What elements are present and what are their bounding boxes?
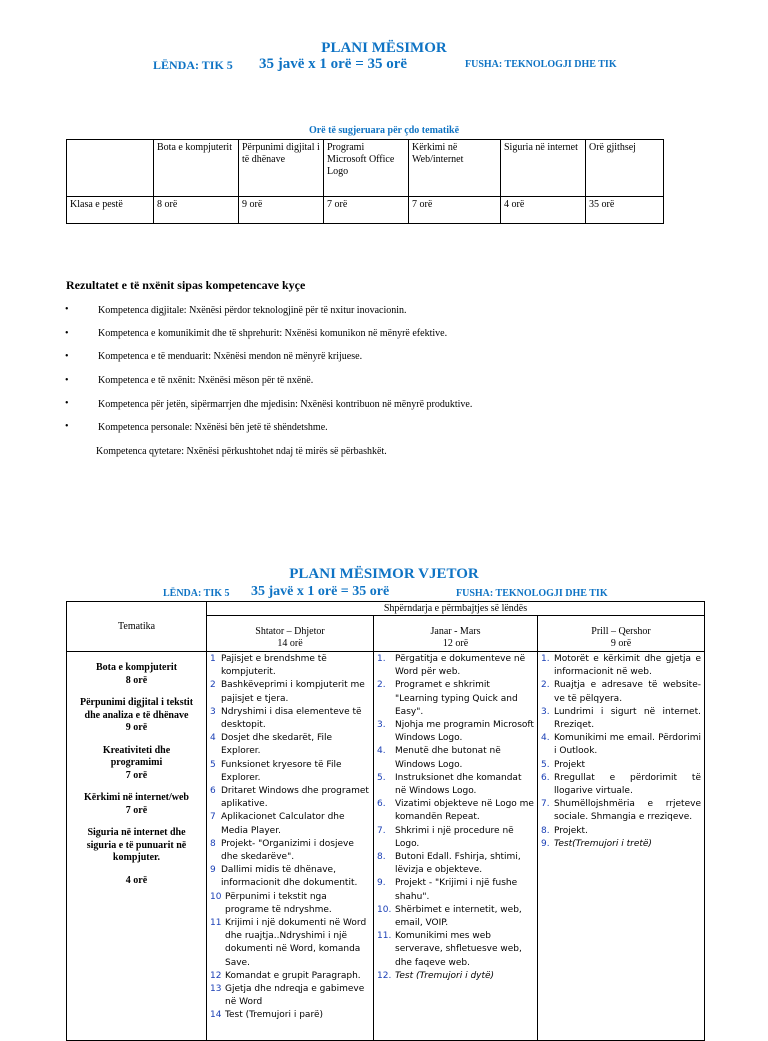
tematika-header: Tematika [67,602,207,652]
item-number: 5 [210,759,216,770]
annual-plan-title: PLANI MËSIMOR VJETOR [289,566,479,582]
bullet-icon: • [65,304,69,315]
competence-item: Kompetenca e të menduarit: Nxënësi mendon në mënyrë krijuese. [98,351,363,362]
period-name: Shtator – Dhjetor [255,626,325,637]
item-text: Shërbimet e internetit, web, email, VOIP. [395,904,522,929]
list-item [541,825,701,838]
term3-list [541,653,701,851]
item-number: 2. [541,680,550,691]
competence-item: Kompetenca digjitale: Nxënësi përdor teknologjinë për të nxitur inovacionin. [98,305,407,316]
header-cell: Bota e kompjuterit [154,140,239,197]
header-cell [67,140,154,197]
bullet-icon: • [65,328,69,339]
list-item [210,864,370,890]
bullet-icon: • [65,351,69,362]
theme-hours: 4 orë [125,874,148,886]
item-number: 10 [210,891,222,902]
table-cell: 7 orë [324,197,409,224]
item-text: Njohja me programin Microsoft Windows Logo. [395,720,534,744]
term3-cell [538,652,705,1041]
period-name: Prill – Qershor [591,626,651,637]
item-text: Aplikacionet Calculator dhe Media Player. [221,812,345,836]
theme-name: Kërkimi në internet/web [84,792,189,803]
competence-item: Kompetenca e të nxënit: Nxënësi mëson për të nxënë. [98,375,314,386]
item-text: Motorët e kërkimit dhe gjetja e informacionit në web. [554,654,701,678]
subject-label: LËNDA: TIK 5 [163,588,230,599]
item-number: 1. [377,654,386,664]
item-number: 8. [541,825,550,836]
list-item [210,917,370,970]
list-item [541,706,701,732]
item-number: 6 [210,786,216,797]
item-number: 12 [210,970,222,981]
item-text: Test(Tremujori i tretë) [554,838,652,849]
item-number: 4 [210,733,216,744]
item-number: 2 [210,680,216,691]
term2-list [377,653,534,983]
item-number: 4. [377,746,386,757]
list-item [541,772,701,798]
period-hours: 14 orë [277,638,303,649]
item-text: Funksionet kryesore të File Explorer. [221,759,342,783]
item-text: Ndryshimi i disa elementeve të desktopit. [221,706,362,731]
table-cell: Klasa e pestë [67,197,154,224]
competence-item: Kompetenca personale: Nxënësi bën jetë të shëndetshme. [98,422,328,433]
theme-hours: 7 orë [125,769,148,781]
header-cell: Përpunimi digjital i të dhënave [239,140,324,197]
item-text: Dosjet dhe skedarët, File Explorer. [221,733,333,757]
period-header [207,616,374,652]
item-text: Lundrimi i sigurt në internet. Rreziqet. [554,706,701,731]
list-item [210,983,370,1009]
list-item [377,653,534,679]
term2-cell [374,652,538,1041]
item-text: Projekt [554,759,586,770]
list-item [541,759,701,772]
item-text: Test (Tremujori i parë) [225,1010,323,1021]
item-number: 8 [210,838,216,849]
list-item [377,851,534,877]
theme-name: Bota e kompjuterit [95,662,178,673]
item-number: 7. [541,799,550,810]
item-text: Projekt - "Krijimi i një fushe shahu". [395,878,518,902]
list-item [541,838,701,851]
item-text: Menutë dhe butonat në Windows Logo. [395,746,501,770]
theme-hours: 7 orë [125,804,148,816]
list-item [541,732,701,758]
item-text: Përpunimi i tekstit nga programe të ndryshme. [225,891,332,915]
list-item [210,679,370,705]
subject-label: LËNDA: TIK 5 [153,58,233,72]
period-hours: 12 orë [442,638,469,649]
item-text: Komunikimi mes web serverave, shfletuesve web, dhe faqeve web. [395,931,522,968]
list-item [377,904,534,930]
field-label: FUSHA: TEKNOLOGJI DHE TIK [456,588,608,599]
item-number: 9. [377,878,386,889]
list-item [210,1009,370,1022]
header-cell: Siguria në internet [501,140,586,197]
item-text: Shkrimi i një procedure në Logo. [395,825,514,849]
table-cell: 9 orë [239,197,324,224]
item-text: Shumëllojshmëria e rrjeteve sociale. Shmangia e rreziqeve. [554,799,701,823]
item-number: 5. [377,772,386,783]
competence-item: Kompetenca për jetën, sipërmarrjen dhe mjedisin: Nxënësi kontribuon në mënyrë produktive. [98,399,473,410]
list-item [541,653,701,679]
list-item [377,719,534,745]
table-cell: 4 orë [501,197,586,224]
item-number: 11. [377,931,392,942]
hours-label: 35 javë x 1 orë = 35 orë [251,584,390,599]
list-item [377,679,534,719]
table-cell: 35 orë [586,197,664,224]
item-text: Test (Tremujori i dytë) [395,970,495,981]
item-number: 8. [377,852,386,863]
item-number: 1 [210,654,216,664]
period-hours: 9 orë [610,638,632,649]
item-text: Pajisjet e brendshme të kompjuterit. [221,654,327,678]
item-number: 3 [210,706,216,717]
term1-cell [207,652,374,1041]
item-number: 7. [377,825,386,836]
list-item [541,679,701,705]
item-text: Gjetja dhe ndreqja e gabimeve në Word [225,984,365,1008]
hours-label: 35 javë x 1 orë = 35 orë [259,56,408,72]
header-cell: Kërkimi në Web/internet [409,140,501,197]
item-text: Vizatimi objekteve në Logo me komandën Repeat. [395,799,534,823]
period-header [538,616,705,652]
list-item [210,653,370,679]
list-item [541,798,701,824]
item-text: Butoni Edall. Fshirja, shtimi, lëvizja e objekteve. [395,852,521,876]
list-item [377,798,534,824]
item-text: Programet e shkrimit "Learning typing Quick and Easy". [395,680,518,717]
bullet-icon: • [65,421,69,432]
list-item [377,772,534,798]
list-item [210,838,370,864]
item-text: Instruksionet dhe komandat në Windows Logo. [395,772,522,797]
field-label: FUSHA: TEKNOLOGJI DHE TIK [465,59,617,70]
item-text: Krijimi i një dokumenti në Word dhe ruajtja..Ndryshimi i një dokumenti në Word, komanda Save. [225,918,367,968]
item-text: Dallimi midis të dhënave, informacionit dhe dokumentit. [221,865,358,889]
item-text: Projekt. [554,825,588,836]
competence-item: Kompetenca e komunikimit dhe të shprehurit: Nxënësi komunikon në mënyrë efektive. [98,328,448,339]
list-item [377,745,534,771]
period-name: Janar - Mars [430,626,481,637]
list-item [210,706,370,732]
item-number: 12. [377,970,392,981]
header-cell: Orë gjithsej [586,140,664,197]
item-number: 7 [210,812,216,823]
list-item [377,930,534,970]
plan-title: PLANI MËSIMOR [321,40,447,56]
list-item [210,759,370,785]
list-item [377,970,534,983]
table-cell: 7 orë [409,197,501,224]
theme-hours: 8 orë [125,674,148,686]
themes-cell [67,652,207,1041]
item-text: Ruajtja e adresave të website-ve të pëlqyera. [554,680,701,704]
item-number: 10. [377,904,392,915]
distribution-header: Shpërndarja e përmbajtjes së lëndës [207,602,705,616]
item-number: 5. [541,759,550,770]
bullet-icon: • [65,398,69,409]
item-number: 3. [541,706,550,717]
list-item [377,825,534,851]
item-number: 1. [541,654,550,664]
theme-name: Siguria në internet dhe siguria e të punuarit në kompjuter. [86,827,187,863]
list-item [210,785,370,811]
item-number: 11 [210,918,222,929]
annual-plan-table [66,601,705,1041]
table-cell: 8 orë [154,197,239,224]
item-number: 9. [541,838,550,849]
item-number: 2. [377,680,386,691]
item-text: Dritaret Windows dhe programet aplikative. [221,786,369,810]
table-caption: Orë të sugjeruara për çdo tematikë [308,125,460,136]
period-header [374,616,538,652]
item-number: 4. [541,733,550,744]
item-text: Përgatitja e dokumenteve në Word për web. [395,654,526,678]
list-item [210,891,370,917]
item-number: 3. [377,720,386,731]
bullet-icon: • [65,375,69,386]
item-number: 6. [377,799,386,810]
theme-name: Kreativiteti dhe programimi [102,744,171,768]
header-cell: Programi Microsoft Office Logo [324,140,409,197]
item-text: Bashkëveprimi i kompjuterit me pajisjet e tjera. [221,680,365,704]
item-number: 9 [210,865,216,876]
item-number: 6. [541,772,550,783]
competence-item: Kompetenca qytetare: Nxënësi përkushtohet ndaj të mirës së përbashkët. [96,446,387,457]
theme-name: Përpunimi digjital i tekstit dhe analiza e të dhënave [79,697,194,721]
item-text: Projekt- "Organizimi i dosjeve dhe skedarëve". [221,838,354,863]
item-text: Rregullat e përdorimit të llogarive virtuale. [554,772,701,797]
competences-heading: Rezultatet e të nxënit sipas kompetencave kyçe [66,278,306,292]
item-number: 14 [210,1010,222,1021]
item-text: Komandat e grupit Paragraph. [225,970,361,981]
list-item [210,732,370,758]
theme-hours: 9 orë [125,722,148,733]
list-item [210,811,370,837]
item-text: Komunikimi me email. Përdorimi i Outlook. [554,733,701,757]
list-item [210,970,370,983]
list-item [377,877,534,903]
term1-list [210,653,370,1023]
item-number: 13 [210,984,222,995]
suggested-hours-table [66,139,664,224]
